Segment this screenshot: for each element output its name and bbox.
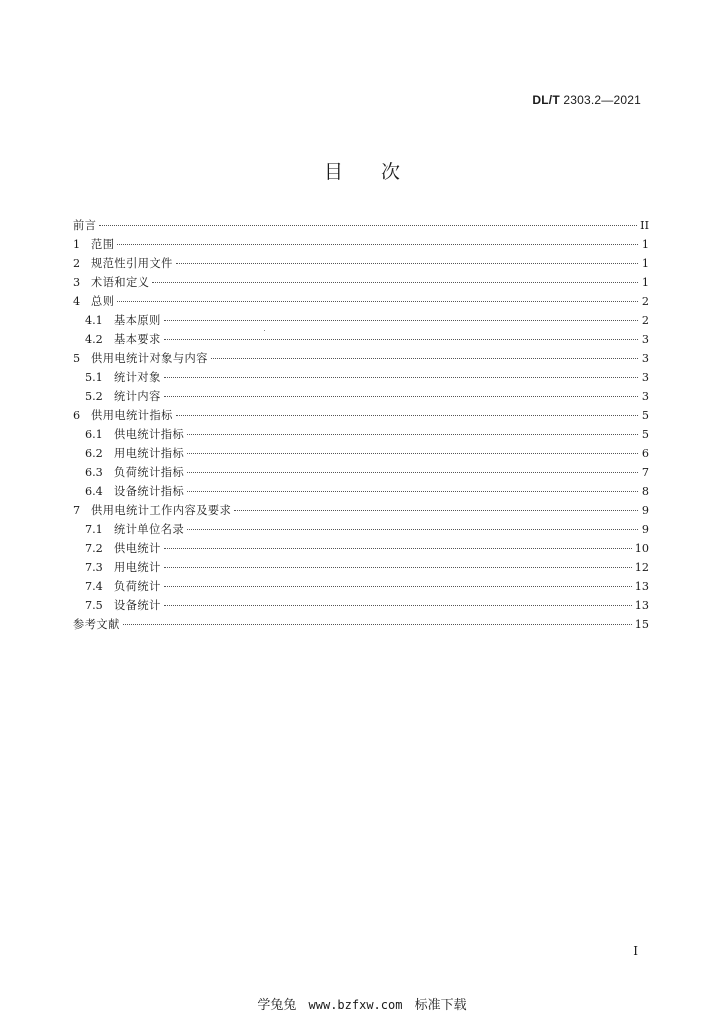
- toc-entry-label: 统计内容: [114, 390, 161, 403]
- toc-entry-page: 3: [641, 352, 649, 365]
- toc-entry-label: 负荷统计指标: [114, 466, 185, 479]
- toc-entry-page: 6: [641, 447, 649, 460]
- toc-entry[interactable]: [73, 463, 649, 482]
- toc-dot-leader: [123, 624, 632, 625]
- toc-dot-leader: [164, 567, 632, 568]
- toc-entry-page: 3: [641, 371, 649, 384]
- toc-entry-page: 8: [641, 485, 649, 498]
- toc-dot-leader: [187, 453, 638, 454]
- toc-entry[interactable]: [73, 216, 649, 235]
- toc-entry-number: 7.1: [85, 523, 103, 536]
- toc-entry-label: 总则: [91, 295, 115, 308]
- toc-entry-label: 设备统计指标: [114, 485, 185, 498]
- footer-watermark: [0, 994, 724, 1013]
- toc-entry-page: 9: [641, 523, 649, 536]
- toc-entry-label: 供电统计指标: [114, 428, 185, 441]
- toc-entry-label: 范围: [91, 238, 115, 251]
- toc-entry-label: 参考文献: [73, 618, 120, 631]
- toc-entry-label: 规范性引用文件: [91, 257, 173, 270]
- toc-entry-page: II: [640, 219, 649, 232]
- toc-entry[interactable]: [73, 596, 649, 615]
- toc-entry-number: 6.1: [85, 428, 103, 441]
- toc-entry-page: 12: [634, 561, 649, 574]
- footer-tagline: 标准下载: [414, 998, 467, 1013]
- toc-dot-leader: [117, 301, 638, 302]
- toc-entry-page: 7: [641, 466, 649, 479]
- toc-entry-label: 基本原则: [114, 314, 161, 327]
- toc-dot-leader: [164, 320, 638, 321]
- toc-dot-leader: [187, 491, 638, 492]
- toc-dot-leader: [176, 415, 638, 416]
- toc-entry[interactable]: [73, 444, 649, 463]
- toc-entry-number: 4.2: [85, 333, 103, 346]
- toc-entry[interactable]: [73, 349, 649, 368]
- toc-entry[interactable]: [73, 330, 649, 349]
- toc-dot-leader: [234, 510, 638, 511]
- toc-entry-page: 1: [641, 238, 649, 251]
- page-title: 目次: [323, 161, 438, 183]
- table-of-contents: [73, 216, 649, 634]
- document-code-number: 2303.2—2021: [559, 93, 641, 107]
- toc-entry-number: 7: [73, 504, 81, 517]
- toc-entry-page: 5: [641, 428, 649, 441]
- toc-dot-leader: [176, 263, 638, 264]
- scan-speck: [264, 330, 265, 331]
- toc-entry[interactable]: [73, 235, 649, 254]
- toc-entry[interactable]: [73, 501, 649, 520]
- toc-entry-page: 10: [634, 542, 649, 555]
- toc-entry-label: 负荷统计: [114, 580, 161, 593]
- toc-entry-page: 15: [634, 618, 649, 631]
- toc-dot-leader: [164, 548, 632, 549]
- toc-entry-number: 5.1: [85, 371, 103, 384]
- toc-entry-page: 1: [641, 257, 649, 270]
- toc-entry-label: 术语和定义: [91, 276, 150, 289]
- toc-dot-leader: [152, 282, 638, 283]
- toc-dot-leader: [99, 225, 637, 226]
- toc-entry-label: 统计对象: [114, 371, 161, 384]
- toc-entry[interactable]: [73, 539, 649, 558]
- toc-entry-number: 4: [73, 295, 81, 308]
- toc-entry[interactable]: [73, 292, 649, 311]
- toc-entry[interactable]: [73, 577, 649, 596]
- toc-entry-number: 5: [73, 352, 81, 365]
- toc-entry[interactable]: [73, 273, 649, 292]
- toc-entry-number: 7.4: [85, 580, 103, 593]
- toc-entry-number: 4.1: [85, 314, 103, 327]
- toc-entry-number: 1: [73, 238, 81, 251]
- toc-entry[interactable]: [73, 254, 649, 273]
- toc-entry-page: 3: [641, 390, 649, 403]
- toc-entry-number: 6.3: [85, 466, 103, 479]
- toc-entry-page: 3: [641, 333, 649, 346]
- toc-entry[interactable]: [73, 387, 649, 406]
- document-code: [532, 93, 641, 107]
- toc-entry[interactable]: [73, 406, 649, 425]
- toc-dot-leader: [164, 605, 632, 606]
- toc-entry-number: 6: [73, 409, 81, 422]
- page-number: I: [633, 944, 638, 958]
- footer-site-name: 学兔兔: [257, 998, 297, 1013]
- toc-dot-leader: [211, 358, 638, 359]
- toc-entry-number: 3: [73, 276, 81, 289]
- toc-entry-label: 设备统计: [114, 599, 161, 612]
- toc-entry-page: 13: [634, 580, 649, 593]
- toc-entry-number: 6.4: [85, 485, 103, 498]
- toc-entry-label: 供电统计: [114, 542, 161, 555]
- toc-dot-leader: [187, 472, 638, 473]
- toc-entry[interactable]: [73, 425, 649, 444]
- toc-entry-number: 7.2: [85, 542, 103, 555]
- toc-entry[interactable]: [73, 368, 649, 387]
- footer-url[interactable]: www.bzfxw.com: [308, 998, 403, 1012]
- toc-entry-label: 统计单位名录: [114, 523, 185, 536]
- toc-dot-leader: [164, 377, 638, 378]
- toc-entry[interactable]: [73, 615, 649, 634]
- toc-entry[interactable]: [73, 558, 649, 577]
- toc-entry-page: 13: [634, 599, 649, 612]
- toc-entry-label: 基本要求: [114, 333, 161, 346]
- toc-entry-label: 用电统计: [114, 561, 161, 574]
- toc-entry-label: 前言: [73, 219, 97, 232]
- toc-entry-page: 2: [641, 295, 649, 308]
- toc-dot-leader: [117, 244, 638, 245]
- toc-entry-label: 供用电统计对象与内容: [91, 352, 208, 365]
- toc-dot-leader: [164, 339, 638, 340]
- toc-entry-number: 6.2: [85, 447, 103, 460]
- toc-dot-leader: [164, 586, 632, 587]
- toc-entry-number: 5.2: [85, 390, 103, 403]
- toc-entry[interactable]: [73, 520, 649, 539]
- toc-entry-page: 5: [641, 409, 649, 422]
- toc-dot-leader: [187, 434, 638, 435]
- document-code-prefix: DL/T: [532, 93, 560, 107]
- toc-entry-number: 2: [73, 257, 81, 270]
- toc-dot-leader: [187, 529, 638, 530]
- toc-entry-page: 2: [641, 314, 649, 327]
- toc-entry-label: 供用电统计指标: [91, 409, 173, 422]
- toc-entry-number: 7.3: [85, 561, 103, 574]
- toc-entry-page: 9: [641, 504, 649, 517]
- toc-entry[interactable]: [73, 311, 649, 330]
- toc-dot-leader: [164, 396, 638, 397]
- toc-entry-number: 7.5: [85, 599, 103, 612]
- toc-entry-page: 1: [641, 276, 649, 289]
- toc-entry-label: 供用电统计工作内容及要求: [91, 504, 232, 517]
- toc-entry[interactable]: [73, 482, 649, 501]
- toc-entry-label: 用电统计指标: [114, 447, 185, 460]
